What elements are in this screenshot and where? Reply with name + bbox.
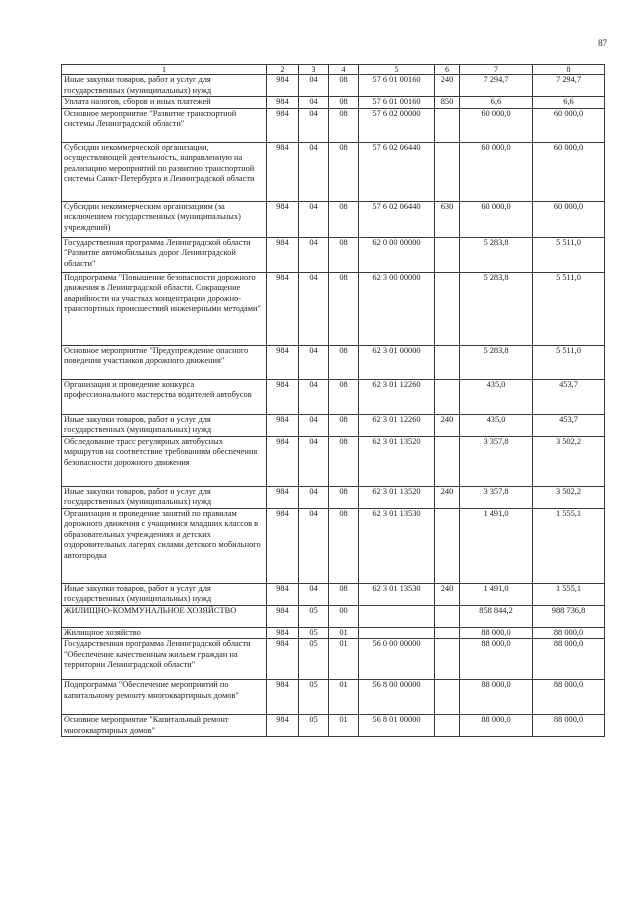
row-name: Обследование трасс регулярных автобусных маршрутов на соответствие требованиям обеспечения безопасности дорожного движения <box>62 436 267 486</box>
table-row <box>62 272 605 345</box>
row-section: 05 <box>299 605 329 627</box>
row-section: 04 <box>299 345 329 379</box>
row-name: Государственная программа Ленинградской области "Обеспечение качественным жильем граждан на территории Ленинградской области" <box>62 639 267 680</box>
row-kind: 850 <box>435 97 460 109</box>
row-section: 05 <box>299 639 329 680</box>
header-col-2: 2 <box>267 65 299 75</box>
table-row <box>62 345 605 379</box>
row-subsection: 08 <box>329 486 359 508</box>
row-kind <box>435 680 460 715</box>
row-sum-1: 7 294,7 <box>460 75 533 97</box>
row-kind <box>435 639 460 680</box>
row-ministry: 984 <box>267 627 299 639</box>
row-subsection: 08 <box>329 108 359 142</box>
row-subsection: 08 <box>329 583 359 605</box>
table-row <box>62 142 605 201</box>
header-row <box>62 65 605 75</box>
row-sum-1: 3 357,8 <box>460 486 533 508</box>
row-sum-1: 60 000,0 <box>460 142 533 201</box>
row-ministry: 984 <box>267 379 299 414</box>
row-sum-2: 60 000,0 <box>533 142 605 201</box>
row-ministry: 984 <box>267 508 299 583</box>
row-sum-1: 1 491,0 <box>460 583 533 605</box>
row-subsection: 08 <box>329 201 359 237</box>
row-sum-1: 88 000,0 <box>460 680 533 715</box>
row-kind <box>435 436 460 486</box>
row-kind <box>435 379 460 414</box>
row-kind <box>435 108 460 142</box>
row-section: 05 <box>299 715 329 737</box>
row-section: 05 <box>299 627 329 639</box>
row-name: Субсидии некоммерческой организации, осуществляющей деятельность, направленную на реализацию мероприятий по развитию транспортной системы Санкт-Петербурга и Ленинградской области <box>62 142 267 201</box>
row-sum-2: 988 736,8 <box>533 605 605 627</box>
row-sum-1: 88 000,0 <box>460 715 533 737</box>
row-name: Жилищное хозяйство <box>62 627 267 639</box>
row-section: 04 <box>299 237 329 272</box>
row-kind: 240 <box>435 486 460 508</box>
row-kind: 630 <box>435 201 460 237</box>
row-kind: 240 <box>435 583 460 605</box>
row-subsection: 01 <box>329 715 359 737</box>
row-subsection: 01 <box>329 639 359 680</box>
row-sum-1: 435,0 <box>460 414 533 436</box>
table-row <box>62 379 605 414</box>
row-sum-2: 88 000,0 <box>533 627 605 639</box>
row-subsection: 08 <box>329 97 359 109</box>
row-sum-2: 1 555,1 <box>533 508 605 583</box>
row-target: 57 6 01 00160 <box>359 75 435 97</box>
row-section: 04 <box>299 583 329 605</box>
row-target: 57 6 02 00000 <box>359 108 435 142</box>
row-sum-2: 3 502,2 <box>533 436 605 486</box>
row-name: Субсидии некоммерческим организациям (за исключением государственных (муниципальных) учреждений) <box>62 201 267 237</box>
row-kind <box>435 237 460 272</box>
row-name: Иные закупки товаров, работ и услуг для государственных (муниципальных) нужд <box>62 414 267 436</box>
row-name: Основное мероприятие "Капитальный ремонт многоквартирных домов" <box>62 715 267 737</box>
header-col-5: 5 <box>359 65 435 75</box>
row-target: 62 3 01 13520 <box>359 486 435 508</box>
row-target: 62 3 01 00000 <box>359 345 435 379</box>
row-kind: 240 <box>435 75 460 97</box>
table-row <box>62 627 605 639</box>
row-sum-1: 5 283,8 <box>460 345 533 379</box>
row-sum-2: 7 294,7 <box>533 75 605 97</box>
row-subsection: 08 <box>329 237 359 272</box>
row-ministry: 984 <box>267 108 299 142</box>
row-subsection: 08 <box>329 414 359 436</box>
row-kind <box>435 142 460 201</box>
row-sum-2: 60 000,0 <box>533 201 605 237</box>
row-sum-1: 6,6 <box>460 97 533 109</box>
row-sum-1: 5 283,8 <box>460 237 533 272</box>
row-kind <box>435 627 460 639</box>
row-name: Государственная программа Ленинградской области "Развитие автомобильных дорог Ленинградской области" <box>62 237 267 272</box>
row-subsection: 08 <box>329 272 359 345</box>
row-subsection: 00 <box>329 605 359 627</box>
row-target: 56 8 00 00000 <box>359 680 435 715</box>
page-number: 87 <box>598 38 607 48</box>
row-ministry: 984 <box>267 680 299 715</box>
row-subsection: 08 <box>329 379 359 414</box>
row-name: Уплата налогов, сборов и иных платежей <box>62 97 267 109</box>
row-ministry: 984 <box>267 237 299 272</box>
row-target <box>359 627 435 639</box>
row-ministry: 984 <box>267 272 299 345</box>
row-name: Подпрограмма "Обеспечение мероприятий по капитальному ремонту многоквартирных домов" <box>62 680 267 715</box>
row-name: Организация и проведение конкурса профессионального мастерства водителей автобусов <box>62 379 267 414</box>
row-target: 62 3 01 13530 <box>359 583 435 605</box>
row-kind: 240 <box>435 414 460 436</box>
table-row <box>62 201 605 237</box>
row-target: 62 3 01 12260 <box>359 379 435 414</box>
table-row <box>62 715 605 737</box>
table-row <box>62 583 605 605</box>
header-col-7: 7 <box>460 65 533 75</box>
table-row <box>62 680 605 715</box>
row-sum-1: 88 000,0 <box>460 639 533 680</box>
row-ministry: 984 <box>267 414 299 436</box>
row-target: 62 3 01 12260 <box>359 414 435 436</box>
row-kind <box>435 605 460 627</box>
row-section: 04 <box>299 75 329 97</box>
row-kind <box>435 272 460 345</box>
row-sum-2: 5 511,0 <box>533 345 605 379</box>
row-section: 04 <box>299 97 329 109</box>
table-row <box>62 486 605 508</box>
row-subsection: 08 <box>329 345 359 379</box>
row-sum-1: 60 000,0 <box>460 201 533 237</box>
row-sum-2: 1 555,1 <box>533 583 605 605</box>
row-kind <box>435 715 460 737</box>
row-target: 62 0 00 00000 <box>359 237 435 272</box>
row-ministry: 984 <box>267 97 299 109</box>
row-name: Иные закупки товаров, работ и услуг для государственных (муниципальных) нужд <box>62 75 267 97</box>
table-row <box>62 508 605 583</box>
row-section: 04 <box>299 142 329 201</box>
row-sum-1: 1 491,0 <box>460 508 533 583</box>
table-row <box>62 436 605 486</box>
row-target: 56 0 00 00000 <box>359 639 435 680</box>
row-subsection: 01 <box>329 627 359 639</box>
row-section: 04 <box>299 486 329 508</box>
header-col-3: 3 <box>299 65 329 75</box>
table-row <box>62 237 605 272</box>
row-ministry: 984 <box>267 436 299 486</box>
row-subsection: 01 <box>329 680 359 715</box>
row-sum-2: 60 000,0 <box>533 108 605 142</box>
row-sum-2: 88 000,0 <box>533 680 605 715</box>
row-sum-2: 5 511,0 <box>533 237 605 272</box>
row-target: 62 3 01 13520 <box>359 436 435 486</box>
table-row <box>62 639 605 680</box>
header-col-4: 4 <box>329 65 359 75</box>
row-sum-1: 5 283,8 <box>460 272 533 345</box>
row-sum-2: 88 000,0 <box>533 715 605 737</box>
row-target: 57 6 02 06440 <box>359 142 435 201</box>
header-col-8: 8 <box>533 65 605 75</box>
row-sum-1: 88 000,0 <box>460 627 533 639</box>
row-target: 57 6 01 00160 <box>359 97 435 109</box>
table-row <box>62 414 605 436</box>
row-section: 04 <box>299 272 329 345</box>
row-section: 04 <box>299 436 329 486</box>
row-target: 57 6 02 06440 <box>359 201 435 237</box>
row-name: Основное мероприятие "Развитие транспортной системы Ленинградской области" <box>62 108 267 142</box>
table-row <box>62 75 605 97</box>
row-sum-2: 6,6 <box>533 97 605 109</box>
row-ministry: 984 <box>267 75 299 97</box>
row-section: 04 <box>299 108 329 142</box>
row-ministry: 984 <box>267 583 299 605</box>
table-row <box>62 97 605 109</box>
row-sum-2: 88 000,0 <box>533 639 605 680</box>
row-name: Основное мероприятие "Предупреждение опасного поведения участников дорожного движения" <box>62 345 267 379</box>
row-ministry: 984 <box>267 715 299 737</box>
row-sum-1: 858 844,2 <box>460 605 533 627</box>
row-subsection: 08 <box>329 436 359 486</box>
row-sum-1: 435,0 <box>460 379 533 414</box>
row-target: 62 3 01 13530 <box>359 508 435 583</box>
row-name: Иные закупки товаров, работ и услуг для государственных (муниципальных) нужд <box>62 583 267 605</box>
row-target: 56 8 01 00000 <box>359 715 435 737</box>
row-ministry: 984 <box>267 639 299 680</box>
row-sum-1: 60 000,0 <box>460 108 533 142</box>
row-name: ЖИЛИЩНО-КОММУНАЛЬНОЕ ХОЗЯЙСТВО <box>62 605 267 627</box>
row-ministry: 984 <box>267 605 299 627</box>
header-col-1: 1 <box>62 65 267 75</box>
row-ministry: 984 <box>267 345 299 379</box>
row-subsection: 08 <box>329 75 359 97</box>
budget-table <box>61 64 605 737</box>
row-sum-2: 3 502,2 <box>533 486 605 508</box>
row-section: 04 <box>299 201 329 237</box>
row-sum-2: 453,7 <box>533 379 605 414</box>
row-sum-2: 5 511,0 <box>533 272 605 345</box>
row-name: Иные закупки товаров, работ и услуг для государственных (муниципальных) нужд <box>62 486 267 508</box>
row-kind <box>435 345 460 379</box>
row-section: 04 <box>299 379 329 414</box>
row-section: 05 <box>299 680 329 715</box>
row-ministry: 984 <box>267 142 299 201</box>
row-subsection: 08 <box>329 142 359 201</box>
row-target: 62 3 00 00000 <box>359 272 435 345</box>
header-col-6: 6 <box>435 65 460 75</box>
row-kind <box>435 508 460 583</box>
row-name: Подпрограмма "Повышение безопасности дорожного движения в Ленинградской области. Сокращение аварийности на участках концентрации дорожно-транспортных происшествий инженерными методами" <box>62 272 267 345</box>
row-section: 04 <box>299 414 329 436</box>
row-target <box>359 605 435 627</box>
row-name: Организация и проведение занятий по правилам дорожного движения с учащимися младших классов в образовательных учреждениях и детских оздоровительных лагерях силами детского мобильного автогородка <box>62 508 267 583</box>
row-ministry: 984 <box>267 486 299 508</box>
row-sum-2: 453,7 <box>533 414 605 436</box>
table-row <box>62 605 605 627</box>
table-row <box>62 108 605 142</box>
row-section: 04 <box>299 508 329 583</box>
row-ministry: 984 <box>267 201 299 237</box>
row-sum-1: 3 357,8 <box>460 436 533 486</box>
row-subsection: 08 <box>329 508 359 583</box>
